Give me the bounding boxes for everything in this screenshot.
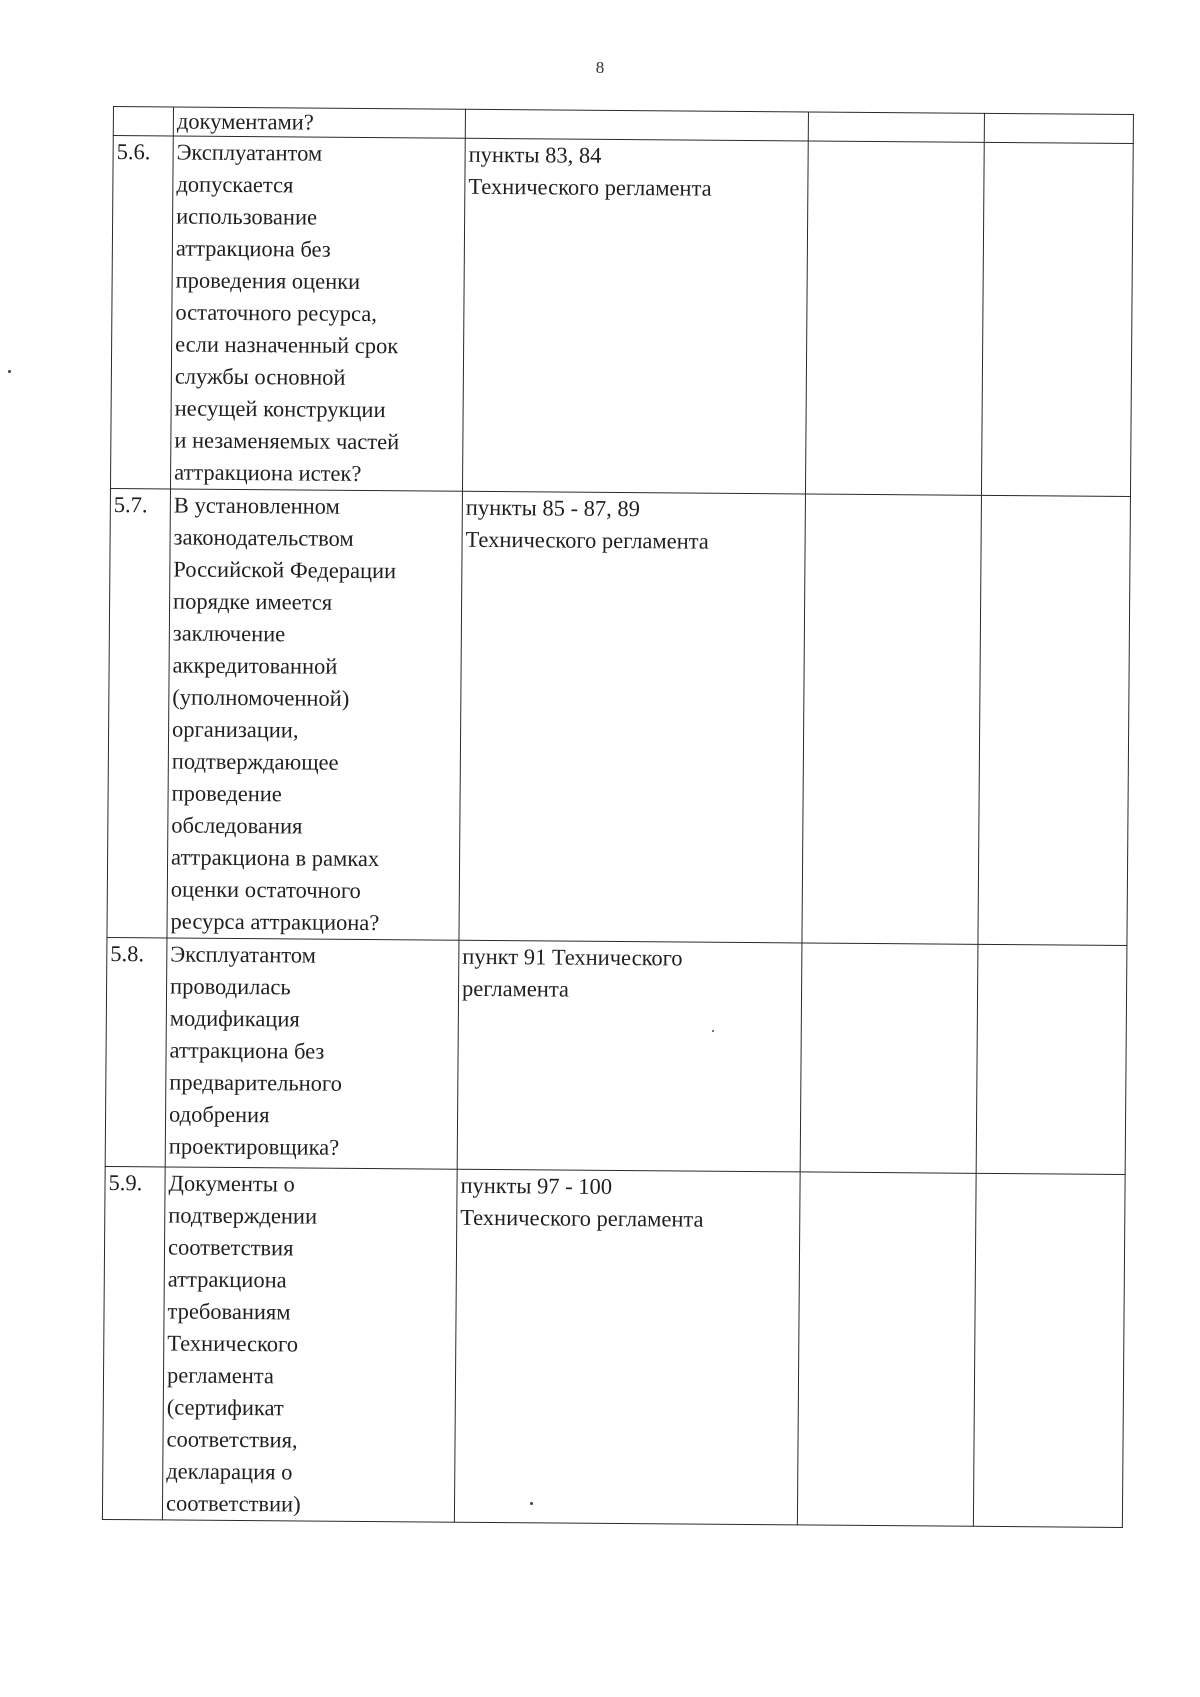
table-row — [107, 488, 1130, 945]
question-line: законодательством — [173, 524, 354, 551]
reference-cell — [454, 1169, 800, 1525]
question-line: использование — [176, 203, 318, 230]
question-cell — [167, 489, 463, 940]
question-line: требованиям — [167, 1298, 291, 1325]
item-number-cell: 5.7. — [107, 488, 171, 937]
reference-line: Технического регламента — [465, 526, 709, 554]
question-line: остаточного ресурса, — [175, 299, 378, 327]
question-line: обследования — [171, 812, 303, 839]
question-line: соответствия, — [166, 1426, 298, 1453]
question-line: аттракциона в рамках — [171, 844, 380, 872]
reference-line: Технического регламента — [468, 173, 712, 201]
table-row — [102, 1166, 1125, 1527]
question-line: и незаменяемых частей — [174, 427, 400, 455]
question-line: предварительного — [169, 1069, 342, 1096]
question-line: Эксплуатантом — [170, 941, 317, 968]
question-line: проектировщика? — [168, 1133, 340, 1160]
table-row — [105, 937, 1127, 1174]
question-line: порядке имеется — [173, 588, 333, 615]
reference-line: пункты 83, 84 — [468, 141, 602, 168]
answer-cell — [802, 494, 982, 944]
question-line: подтверждающее — [171, 748, 339, 775]
reference-cell — [465, 109, 808, 141]
scan-speck — [712, 1030, 714, 1032]
question-line: аттракциона без — [169, 1037, 325, 1064]
question-line: В установленном — [173, 492, 340, 519]
answer-cell — [808, 112, 984, 142]
question-line: организации, — [172, 716, 299, 743]
question-line: (сертификат — [166, 1394, 284, 1421]
question-line: проводилась — [169, 973, 291, 1000]
question-line: проведения оценки — [175, 267, 361, 294]
checklist-table — [102, 106, 1134, 1528]
question-line: службы основной — [174, 363, 346, 390]
question-cell — [173, 107, 465, 138]
page-number: 8 — [595, 58, 605, 77]
question-line: декларация о — [166, 1458, 293, 1485]
item-number-cell — [113, 107, 173, 136]
question-line: (уполномоченной) — [172, 684, 350, 711]
question-line: аттракциона истек? — [174, 459, 362, 486]
note-cell — [981, 142, 1133, 496]
note-cell — [978, 495, 1131, 945]
reference-line: пункты 97 - 100 — [460, 1172, 613, 1199]
note-cell — [984, 113, 1133, 143]
reference-cell — [459, 491, 806, 943]
note-cell — [976, 944, 1127, 1174]
question-cell — [162, 1167, 457, 1522]
question-cell — [170, 136, 465, 491]
reference-cell — [457, 940, 802, 1172]
question-line: оценки остаточного — [170, 876, 361, 903]
scan-speck — [530, 1502, 533, 1505]
question-line: регламента — [166, 1362, 275, 1389]
reference-cell — [462, 138, 808, 494]
scan-speck — [8, 370, 11, 373]
checklist-table-body — [102, 107, 1133, 1528]
question-line: одобрения — [168, 1101, 270, 1128]
question-line: документами? — [176, 108, 314, 135]
answer-cell — [800, 943, 978, 1173]
question-line: подтверждении — [168, 1202, 318, 1229]
reference-line: Технического регламента — [460, 1204, 704, 1232]
question-line: аттракциона без — [175, 235, 331, 262]
question-line: соответствия — [167, 1234, 294, 1261]
question-line: аккредитованной — [172, 652, 338, 679]
table-row — [110, 136, 1133, 497]
question-line: заключение — [172, 620, 286, 647]
question-line: несущей конструкции — [174, 395, 386, 423]
question-line: Эксплуатантом — [176, 139, 323, 166]
reference-line: пункты 85 - 87, 89 — [465, 494, 640, 522]
question-cell — [165, 938, 459, 1169]
reference-line: пункт 91 Технического — [462, 943, 683, 971]
question-line: ресурса аттракциона? — [170, 908, 380, 936]
item-number-cell: 5.9. — [102, 1166, 165, 1519]
question-line: соответствии) — [165, 1490, 301, 1517]
reference-line: регламента — [461, 975, 570, 1002]
checklist-table-wrapper — [102, 106, 1133, 1528]
question-line: проведение — [171, 780, 282, 807]
question-line: аттракциона — [167, 1266, 287, 1293]
question-line: Документы о — [168, 1170, 295, 1197]
answer-cell — [797, 1172, 976, 1526]
question-line: модификация — [169, 1005, 300, 1032]
question-line: Технического — [167, 1330, 299, 1357]
question-line: если назначенный срок — [175, 331, 399, 359]
question-line: допускается — [176, 171, 294, 198]
item-number-cell: 5.6. — [110, 136, 173, 489]
question-line: Российской Федерации — [173, 556, 397, 584]
answer-cell — [805, 141, 984, 495]
item-number-cell: 5.8. — [105, 937, 167, 1166]
note-cell — [973, 1173, 1125, 1527]
